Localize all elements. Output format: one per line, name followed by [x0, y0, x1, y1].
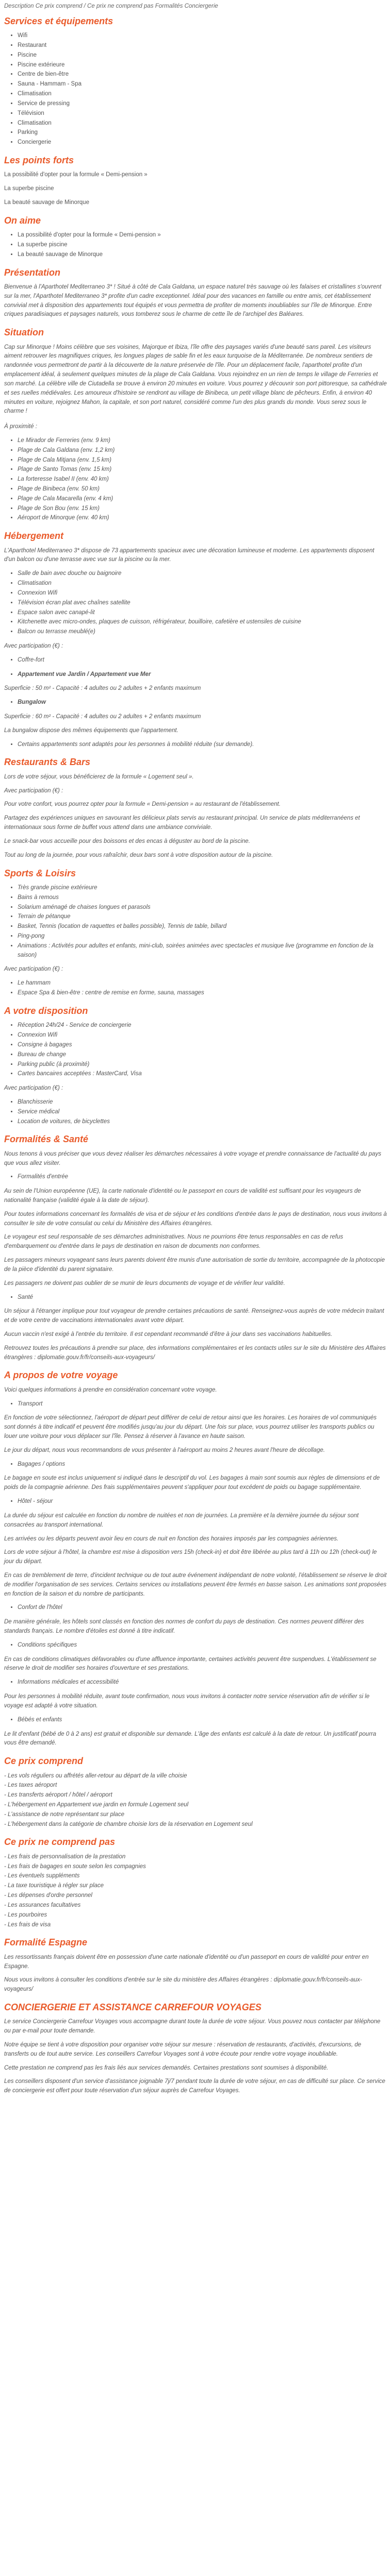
service-item: • Service de pressing [18, 99, 387, 109]
disposition-item: • Consigne à bagages [18, 1041, 387, 1050]
formalite-pays-p2: Nous vous invitons à consulter les conditions d'entrée sur le site du ministère des Affaires étrangères : diplomatie.gouv.fr/fr/conseils-aux-voyageurs/ [4, 1977, 362, 1993]
proximity-item: • Plage de Son Bou (env. 15 km) [18, 504, 387, 514]
hebergement-avec-list [4, 656, 387, 665]
formalites-p2: Au sein de l'Union européenne (UE), la carte nationale d'identité ou le passeport en cours de validité est suffisant pour les voyageurs de nationalité française (validité égale à la date de séjour). [4, 1188, 361, 1204]
list-item: • Confort de l'hôtel [18, 1603, 387, 1613]
formalites-p5: Les passagers mineurs voyageant sans leurs parents doivent être munis d'une autorisation de sortie du territoire, accompagnée de la photocopie de la pièce d'identité du parent signataire. [4, 1257, 385, 1273]
list-item: • Espace Spa & bien-être : centre de remise en forme, sauna, massages [18, 989, 387, 998]
list-item: • Conditions spécifiques [18, 1641, 387, 1650]
points-forts-item: La possibilité d'opter pour la formule « Demi-pension » [4, 172, 148, 178]
list-item: • La superbe piscine [18, 241, 387, 250]
points-forts-item: La beauté sauvage de Minorque [4, 199, 89, 206]
service-item: • Centre de bien-être [18, 70, 387, 79]
room1-surface: Superficie : 50 m² - Capacité : 4 adultes ou 2 adultes + 2 enfants maximum [4, 685, 201, 692]
prix-ne-comprend-list [4, 1853, 387, 1930]
service-item: • Climatisation [18, 90, 387, 99]
formalites-p8: Aucun vaccin n'est exigé à l'entrée du territoire. Il est cependant recommandé d'être à jour dans ses vaccinations habituelles. [4, 1331, 333, 1337]
apropos-list-1 [4, 1400, 387, 1409]
conciergerie-p1: Le service Conciergerie Carrefour Voyages vous accompagne durant toute la durée de votre séjour. Vous pouvez nous contacter par téléphone ou par e-mail pour toute demande. [4, 2019, 381, 2035]
service-item: • Télévision [18, 109, 387, 118]
hebergement-avec-label: Avec participation (€) : [4, 642, 63, 649]
prix-comprend-list [4, 1772, 387, 1829]
points-forts-item: La superbe piscine [4, 185, 54, 192]
sports-avec-label: Avec participation (€) : [4, 966, 63, 973]
included-item: - Les vols réguliers ou affrétés aller-retour au départ de la ville choisie [4, 1772, 187, 1779]
room2-surface: Superficie : 60 m² - Capacité : 4 adultes ou 2 adultes + 2 enfants maximum [4, 714, 201, 720]
included-item: - L'hébergement dans la catégorie de chambre choisie lors de la réservation en Logement seul [4, 1821, 253, 1827]
sports-title: Sports & Loisirs [4, 868, 76, 878]
sport-item: • Bains à remous [18, 893, 387, 903]
restaurants-p1: Pour votre confort, vous pourrez opter pour la formule « Demi-pension » au restaurant de l'établissement. [4, 801, 281, 808]
disposition-title: A votre disposition [4, 1005, 88, 1016]
sport-item: • Basket, Tennis (location de raquettes et balles possible), Tennis de table, billard [18, 922, 387, 931]
proximity-item: • Aéroport de Minorque (env. 40 km) [18, 514, 387, 523]
hebergement-text: L'Aparthotel Mediterraneo 3* dispose de 73 appartements spacieux avec une décoration lumineuse et moderne. Les appartements disposent d'un balcon ou d'une terrasse avec vue sur la piscine ou la mer. [4, 547, 374, 563]
room2-title: • Bungalow [18, 698, 387, 707]
formalites-p9: Retrouvez toutes les précautions à prendre sur place, des informations complémentaires et les contacts utiles sur le site du Ministère des Affaires étrangères : diplomatie.gouv.fr/fr/conseils-aux-voyageurs/ [4, 1345, 386, 1361]
disposition-item: • Cartes bancaires acceptées : MasterCard, Visa [18, 1070, 387, 1079]
conciergerie-p3: Cette prestation ne comprend pas les frais liés aux services demandés. Certaines prestations sont soumises à disponibilité. [4, 2064, 329, 2071]
excluded-item: - Les frais de visa [4, 1921, 51, 1928]
apropos-list-6 [4, 1678, 387, 1687]
list-item: • Service médical [18, 1108, 387, 1117]
list-item: • Location de voitures, de bicyclettes [18, 1117, 387, 1127]
included-item: - L'assistance de notre représentant sur place [4, 1811, 124, 1818]
excluded-item: - Les éventuels suppléments [4, 1873, 80, 1879]
service-item: • Conciergerie [18, 138, 387, 147]
restaurants-intro: Lors de votre séjour, vous bénéficierez de la formule « Logement seul ». [4, 773, 194, 780]
room1-title: • Appartement vue Jardin / Appartement vue Mer [18, 670, 387, 680]
service-item: • Parking [18, 128, 387, 138]
excluded-item: - Les dépenses d'ordre personnel [4, 1892, 92, 1899]
disposition-item: • Connexion Wifi [18, 1031, 387, 1040]
sport-item: • Solarium aménagé de chaises longues et parasols [18, 903, 387, 912]
formalites-p7: Un séjour à l'étranger implique pour tout voyageur de prendre certaines précautions de santé. Renseignez-vous auprès de votre médecin traitant et de votre centre de vaccinations internationales avant votre départ. [4, 1308, 384, 1324]
formalites-sante-title: Formalités & Santé [4, 1134, 89, 1145]
apropos-t7: En cas de tremblement de terre, d'incident technique ou de tout autre événement indépendant de notre volonté, l'établissement se réserve le droit de modifier l'organisation de ses services. Certains services ou installations peuvent être fermés en basse saison. Les animations sont proposées en fonction de la saison et du nombre de participants. [4, 1572, 387, 1597]
list-item: • Bagages / options [18, 1460, 387, 1469]
proximity-label: À proximité : [4, 423, 37, 430]
formalites-p3: Pour toutes informations concernant les formalités de visa et de séjour et les conditions d'entrée dans le pays de destination, nous vous invitons à consulter le site de votre consulat ou celui du Ministère des Affaires étrangères. [4, 1211, 387, 1227]
formalites-list-2 [4, 1293, 387, 1302]
sport-item: • Animations : Activités pour adultes et enfants, mini-club, soirées animées avec spectacles et musique live (programme en fonction de la saison) [18, 942, 387, 960]
hebergement-note-list [4, 740, 387, 750]
services-title: Services et équipements [4, 15, 113, 26]
restaurants-p2: Partagez des expériences uniques en savourant les délicieux plats servis au restaurant principal. Un service de plats méditerranéens et internationaux sous forme de buffet vous attend dans une ambiance conviviale. [4, 815, 360, 831]
disposition-list [4, 1021, 387, 1079]
proximity-item: • La forteresse Isabel II (env. 40 km) [18, 475, 387, 484]
proximity-item: • Plage de Cala Mitjana (env. 1,5 km) [18, 456, 387, 465]
excluded-item: - Les frais de personnalisation de la prestation [4, 1853, 126, 1860]
apropos-list-5 [4, 1641, 387, 1650]
apropos-t9: En cas de conditions climatiques défavorables ou d'une affluence importante, certaines activités peuvent être suspendues. L'établissement se réserve le droit de modifier ses horaires d'ouverture et ses prestations. [4, 1656, 377, 1672]
formalites-list-1 [4, 1173, 387, 1182]
restaurants-p4: Tout au long de la journée, pour vous rafraîchir, deux bars sont à votre disposition autour de la piscine. [4, 852, 273, 858]
equipment-item: • Climatisation [18, 579, 387, 588]
equipment-item: • Kitchenette avec micro-ondes, plaques de cuisson, réfrigérateur, bouilloire, cafetière et ustensiles de cuisine [18, 618, 387, 627]
list-item: • Coffre-fort [18, 656, 387, 665]
apropos-list-3 [4, 1497, 387, 1506]
disposition-avec-label: Avec participation (€) : [4, 1085, 63, 1092]
apropos-t2: Le jour du départ, nous vous recommandons de vous présenter à l'aéroport au moins 2 heures avant l'heure de décollage. [4, 1447, 325, 1453]
service-item: • Climatisation [18, 119, 387, 128]
list-item: • La beauté sauvage de Minorque [18, 250, 387, 260]
equipment-item: • Salle de bain avec douche ou baignoire [18, 569, 387, 579]
excluded-item: - Les assurances facultatives [4, 1902, 81, 1908]
sports-list [4, 884, 387, 960]
apropos-t10: Pour les personnes à mobilité réduite, avant toute confirmation, nous vous invitons à contacter notre service réservation afin de vérifier si le voyage est adapté à votre situation. [4, 1693, 370, 1709]
hebergement-title: Hébergement [4, 531, 64, 541]
excluded-item: - Les frais de bagages en soute selon les compagnies [4, 1863, 146, 1870]
excluded-item: - La taxe touristique à régler sur place [4, 1883, 104, 1889]
conciergerie-title: CONCIERGERIE ET ASSISTANCE CARREFOUR VOYAGES [4, 2002, 262, 2012]
included-item: - Les taxes aéroport [4, 1782, 57, 1789]
equipment-item: • Espace salon avec canapé-lit [18, 608, 387, 618]
apropos-intro: Voici quelques informations à prendre en considération concernant votre voyage. [4, 1386, 217, 1393]
list-item: • Hôtel - séjour [18, 1497, 387, 1506]
service-item: • Wifi [18, 31, 387, 41]
service-item: • Restaurant [18, 41, 387, 50]
included-item: - L'hébergement en Appartement vue jardin en formule Logement seul [4, 1802, 189, 1808]
room2-list [4, 698, 387, 707]
presentation-title: Présentation [4, 267, 61, 278]
prix-comprend-title: Ce prix comprend [4, 1756, 84, 1767]
apropos-t11: Le lit d'enfant (bébé de 0 à 2 ans) est gratuit et disponible sur demande. L'âge des enfants est calculé à la date de retour. Un justificatif pourra vous être demandé. [4, 1731, 377, 1747]
list-item: • Santé [18, 1293, 387, 1302]
apropos-t5: Les arrivées ou les départs peuvent avoir lieu en cours de nuit en fonction des horaires imposés par les compagnies aériennes. [4, 1535, 339, 1542]
sport-item: • Terrain de pétanque [18, 912, 387, 922]
proximity-item: • Plage de Cala Galdana (env. 1,2 km) [18, 446, 387, 455]
apropos-t4: La durée du séjour est calculée en fonction du nombre de nuitées et non de journées. La première et la dernière journée du séjour sont consacrées au transport international. [4, 1512, 359, 1528]
situation-title: Situation [4, 327, 44, 338]
proximity-list [4, 436, 387, 523]
proximity-item: • Le Mirador de Ferreries (env. 9 km) [18, 436, 387, 446]
formalite-pays-p1: Les ressortissants français doivent être en possession d'une carte nationale d'identité ou d'un passeport en cours de validité pour entrer en Espagne. [4, 1954, 369, 1970]
prix-ne-comprend-title: Ce prix ne comprend pas [4, 1837, 116, 1848]
equipment-item: • Télévision écran plat avec chaînes satellite [18, 599, 387, 608]
included-item: - Les transferts aéroport / hôtel / aéroport [4, 1792, 112, 1799]
apropos-t6: Lors de votre séjour à l'hôtel, la chambre est mise à disposition vers 15h (check-in) et doit être libérée au plus tard à 11h ou 12h (check-out) le jour du départ. [4, 1549, 377, 1565]
apropos-t3: Le bagage en soute est inclus uniquement si indiqué dans le descriptif du vol. Les bagages à main sont soumis aux règles de dimensions et de poids de la compagnie aérienne. Des frais supplémentaires peuvent s'appliquer pour tout excédent de poids ou bagage supplémentaire. [4, 1475, 380, 1491]
sport-item: • Ping-pong [18, 932, 387, 941]
equipment-item: • Balcon ou terrasse meublé(e) [18, 628, 387, 637]
list-item: • Informations médicales et accessibilité [18, 1678, 387, 1687]
conciergerie-p2: Notre équipe se tient à votre disposition pour organiser votre séjour sur mesure : réservation de restaurants, d'activités, d'excursions, de transferts ou de tout autre service. Les conseillers Carrefour Voyages sont à votre écoute pour rendre votre voyage inoubliable. [4, 2041, 362, 2057]
on-aime-title: On aime [4, 215, 41, 226]
hebergement-equip-list [4, 569, 387, 637]
apropos-title: A propos de votre voyage [4, 1370, 118, 1381]
disposition-item: • Réception 24h/24 - Service de conciergerie [18, 1021, 387, 1030]
services-list [4, 31, 387, 147]
room1-list [4, 670, 387, 680]
hebergement-note: La bungalow dispose des mêmes équipements que l'appartement. [4, 727, 178, 734]
service-item: • Sauna - Hammam - Spa [18, 80, 387, 89]
list-item: • Certains appartements sont adaptés pour les personnes à mobilité réduite (sur demande). [18, 740, 387, 750]
restaurants-avec-label: Avec participation (€) : [4, 787, 63, 794]
conciergerie-p4: Les conseillers disposent d'un service d'assistance joignable 7j/7 pendant toute la durée de votre séjour, en cas de difficulté sur place. Ce service de conciergerie est offert pour toute réservation d'un séjour auprès de Carrefour Voyages. [4, 2078, 385, 2094]
list-item: • Le hammam [18, 979, 387, 988]
list-item: • Transport [18, 1400, 387, 1409]
apropos-t8: De manière générale, les hôtels sont classés en fonction des normes de confort du pays de destination. Ces normes peuvent différer des standards français. Le nombre d'étoiles est donné à titre indicatif. [4, 1619, 364, 1635]
list-item: • Formalités d'entrée [18, 1173, 387, 1182]
apropos-list-7 [4, 1716, 387, 1725]
formalite-pays-title: Formalité Espagne [4, 1937, 88, 1948]
list-item: • Bébés et enfants [18, 1716, 387, 1725]
presentation-text: Bienvenue à l'Aparthotel Mediterraneo 3* ! Situé à côté de Cala Galdana, un espace naturel très sauvage où les falaises et cristallines s'ouvrent sur la mer, l'Aparthotel Mediterraneo 3* profite d'un cadre exceptionnel. Idéal pour des vacances en famille ou entre amis, cet établissement convivial met à disposition des appartements tout équipés et vous permettra de profiter de moments inoubliables sur l'île de Minorque. Entre criques paradisiaques et paysages naturels, vous tomberez sous le charme de cette île de l'archipel des Baléares. [4, 284, 382, 318]
sport-item: • Très grande piscine extérieure [18, 884, 387, 893]
situation-text: Cap sur Minorque ! Moins célèbre que ses voisines, Majorque et Ibiza, l'île offre des paysages variés d'une beauté sans pareil. Les visiteurs aiment retrouver les magnifiques criques, les longues plages de sable fin et les eaux turquoise de la Méditerranée. De nombreux sentiers de randonnée vous permettront de partir à la découverte de la nature préservée de l'île. Pour un déplacement facile, l'aparthotel profite d'un emplacement idéal, à seulement quelques minutes de la plage de Cala Galdana. Vous rejoindrez en un rien de temps le village de Ferreries et son marché. La célèbre ville de Ciutadella se trouve à environ 20 minutes en voiture. Vous pourrez y découvrir son port pittoresque, sa cathédrale et ses ruelles médiévales. Les amoureux d'histoire se rendront au village de Binibeca, un petit village blanc de pêcheurs. Enfin, à environ 40 minutes en voiture, rejoignez Mahon, la capitale, et son port naturel, considéré comme l'un des plus grands du monde. Vous serez sous le charme ! [4, 344, 387, 415]
disposition-item: • Parking public (à proximité) [18, 1060, 387, 1070]
apropos-t1: En fonction de votre sélectionnez, l'aéroport de départ peut différer de celui de retour ainsi que les horaires. Les horaires de vol communiqués sont donnés à titre indicatif et peuvent être modifiés jusqu'au jour du départ. Une fois sur place, vous pourrez utiliser les transports publics ou louer une voiture pour vous déplacer sur l'île. Pensez à réserver à l'avance en haute saison. [4, 1415, 377, 1440]
proximity-item: • Plage de Cala Macarella (env. 4 km) [18, 495, 387, 504]
tab-bar-text: Description Ce prix comprend / Ce prix ne comprend pas Formalités Conciergerie [4, 3, 218, 9]
restaurants-title: Restaurants & Bars [4, 757, 91, 768]
proximity-item: • Plage de Binibeca (env. 50 km) [18, 485, 387, 494]
apropos-list-4 [4, 1603, 387, 1613]
formalites-p6: Les passagers ne doivent pas oublier de se munir de leurs documents de voyage et de vérifier leur validité. [4, 1280, 285, 1286]
equipment-item: • Connexion Wifi [18, 589, 387, 598]
points-forts-title: Les points forts [4, 155, 74, 165]
list-item: • La possibilité d'opter pour la formule « Demi-pension » [18, 231, 387, 240]
disposition-avec-list [4, 1098, 387, 1126]
apropos-list-2 [4, 1460, 387, 1469]
restaurants-p3: Le snack-bar vous accueille pour des boissons et des encas à déguster au bord de la piscine. [4, 838, 250, 844]
formalites-p4: Le voyageur est seul responsable de ses démarches administratives. Nous ne pourrions être tenus responsables en cas de refus d'embarquement ou d'entrée dans le pays de destination en raison de documents non conformes. [4, 1234, 344, 1250]
formalites-p1: Nous tenons à vous préciser que vous devez réaliser les démarches nécessaires à votre voyage et prendre connaissance de l'actualité du pays que vous allez visiter. [4, 1150, 381, 1166]
list-item: • Blanchisserie [18, 1098, 387, 1107]
proximity-item: • Plage de Santo Tomas (env. 15 km) [18, 465, 387, 474]
sports-avec-list [4, 979, 387, 998]
disposition-item: • Bureau de change [18, 1050, 387, 1060]
service-item: • Piscine [18, 51, 387, 60]
on-aime-list [4, 231, 387, 259]
excluded-item: - Les pourboires [4, 1911, 47, 1918]
service-item: • Piscine extérieure [18, 61, 387, 70]
